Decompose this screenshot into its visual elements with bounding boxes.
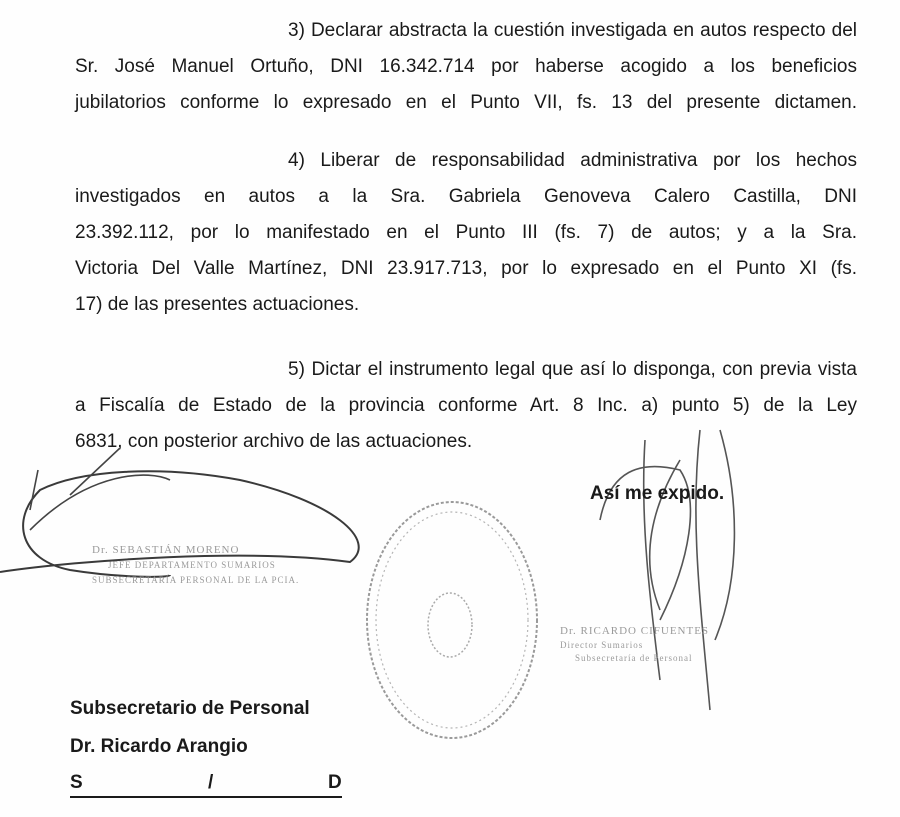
addressee-title: Subsecretario de Personal bbox=[70, 698, 310, 719]
right-stamp-line-1: Dr. RICARDO CIFUENTES bbox=[560, 625, 710, 637]
item-3-line-3: jubilatorios conforme lo expresado en el Punto VII, fs. 13 del presente dictamen. bbox=[75, 92, 857, 113]
item-4-line-1: 4) Liberar de responsabilidad administrativa por los hechos bbox=[288, 150, 857, 171]
left-stamp-line-3: SUBSECRETARÍA PERSONAL DE LA PCIA. bbox=[92, 575, 300, 585]
item-4-line-5: 17) de las presentes actuaciones. bbox=[75, 294, 360, 315]
item-3-line-2: Sr. José Manuel Ortuño, DNI 16.342.714 por haberse acogido a los beneficios bbox=[75, 56, 857, 77]
item-5-line-1: 5) Dictar el instrumento legal que así lo disponga, con previa vista bbox=[288, 359, 857, 380]
right-stamp-line-2: Director Sumarios bbox=[560, 640, 644, 650]
left-stamp-line-1: Dr. SEBASTIÁN MORENO bbox=[92, 544, 240, 556]
item-5-line-3: 6831, con posterior archivo de las actuaciones. bbox=[75, 431, 473, 452]
item-4-line-2: investigados en autos a la Sra. Gabriela Genoveva Calero Castilla, DNI bbox=[75, 186, 857, 207]
addressee-name: Dr. Ricardo Arangio bbox=[70, 736, 248, 757]
sd-s: S bbox=[70, 772, 83, 793]
right-stamp-line-3: Subsecretaría de Personal bbox=[575, 653, 693, 663]
sd-d: D bbox=[328, 772, 342, 793]
sd-line bbox=[70, 772, 342, 798]
item-4-line-4: Victoria Del Valle Martínez, DNI 23.917.713, por lo expresado en el Punto XI (fs. bbox=[75, 258, 857, 279]
sd-slash: / bbox=[208, 772, 214, 793]
item-4-line-3: 23.392.112, por lo manifestado en el Punto III (fs. 7) de autos; y a la Sra. bbox=[75, 222, 857, 243]
item-3-line-1: 3) Declarar abstracta la cuestión investigada en autos respecto del bbox=[288, 20, 857, 41]
item-5-line-2: a Fiscalía de Estado de la provincia conforme Art. 8 Inc. a) punto 5) de la Ley bbox=[75, 395, 857, 416]
left-stamp-line-2: JEFE DEPARTAMENTO SUMARIOS bbox=[108, 560, 276, 570]
closing-text: Así me expido. bbox=[590, 483, 725, 504]
